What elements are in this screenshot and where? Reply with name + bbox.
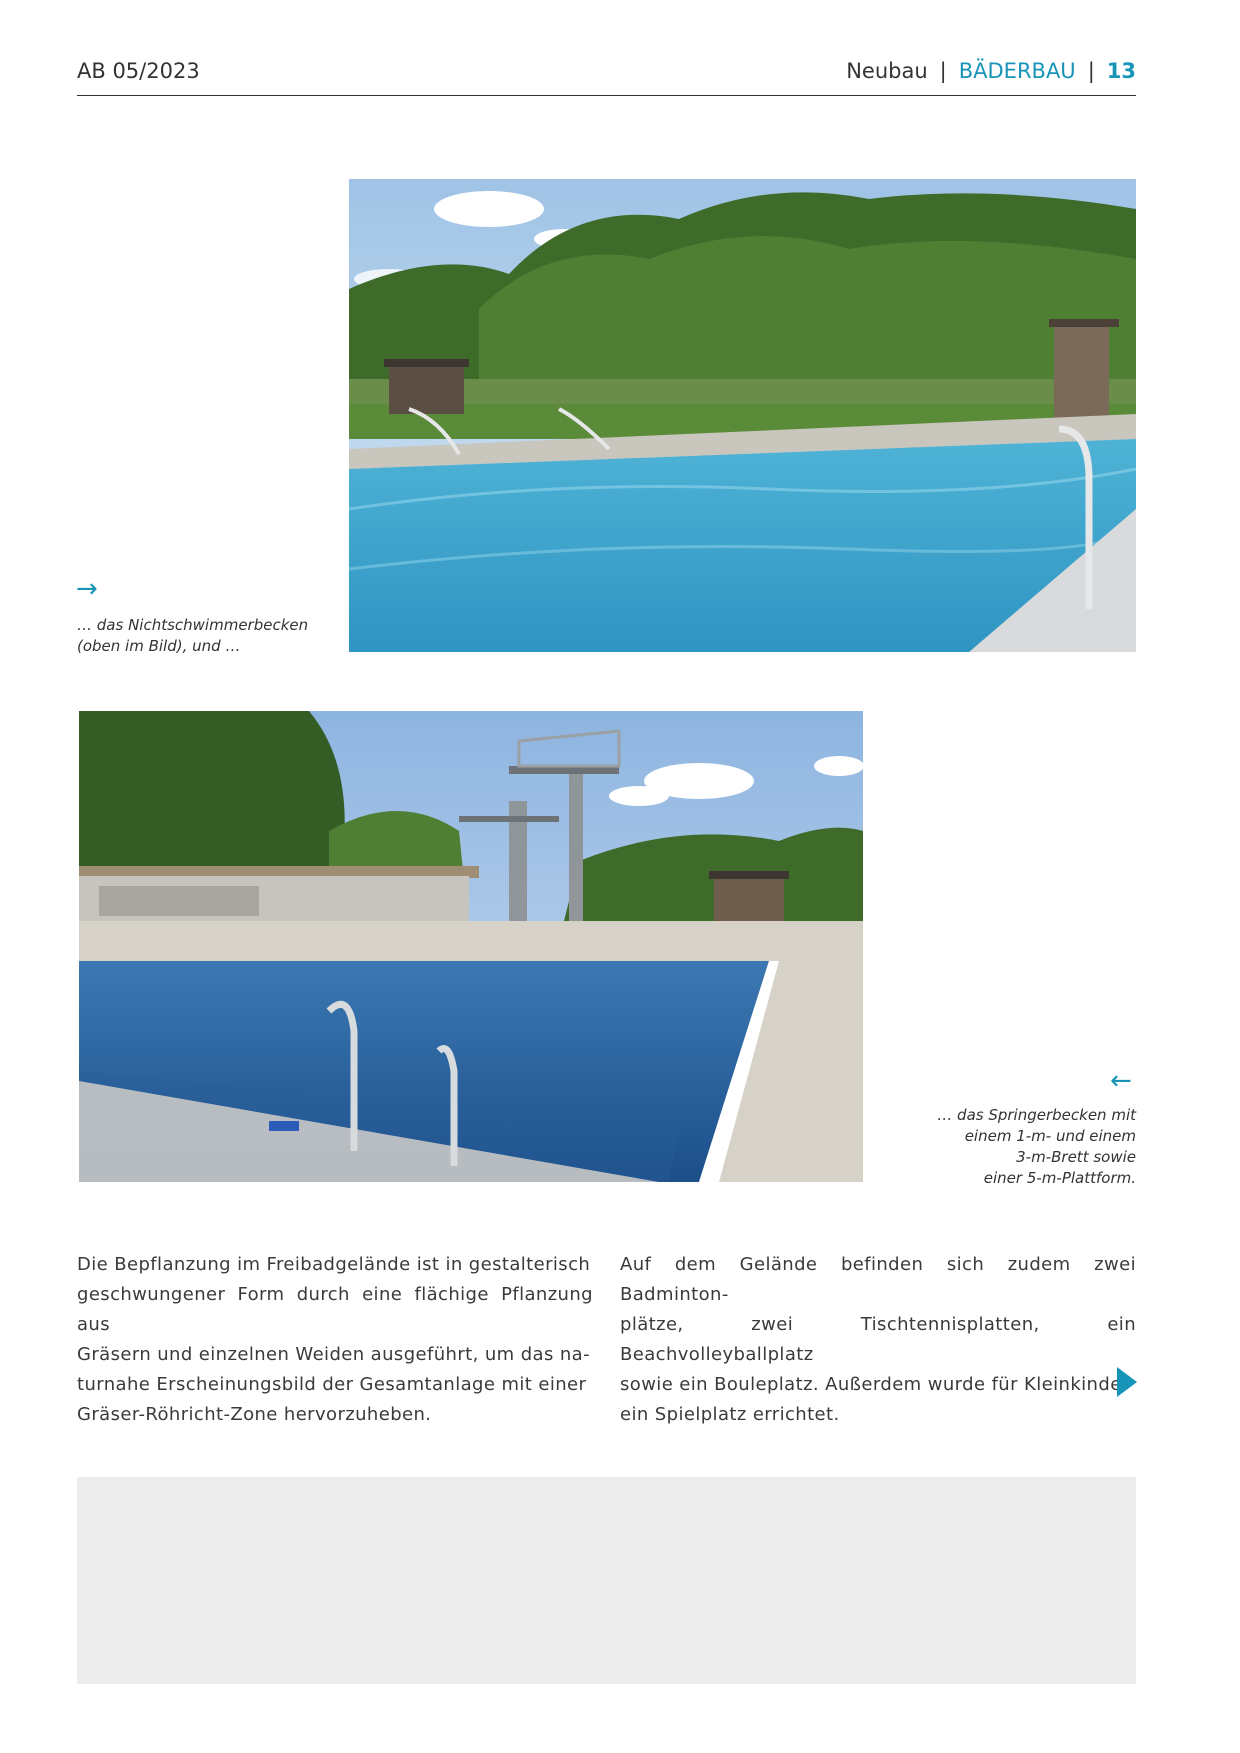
body-line: sowie ein Bouleplatz. Außerdem wurde für Kleinkinder (620, 1374, 1130, 1395)
arrow-right-icon: → (76, 574, 98, 604)
continue-arrow-icon (1117, 1367, 1137, 1397)
body-line: plätze, zwei Tischtennisplatten, ein Beachvolleyballplatz (620, 1314, 1136, 1365)
body-line: turnahe Erscheinungsbild der Gesamtanlage mit einer (77, 1374, 587, 1395)
caption-springerbecken (876, 1105, 1136, 1189)
arrow-left-icon: ← (1110, 1066, 1132, 1096)
body-line: Gräser-Röhricht-Zone hervorzuheben. (77, 1404, 432, 1425)
header-separator: | (939, 59, 947, 83)
ad-placeholder (77, 1477, 1136, 1684)
body-column-right (620, 1250, 1136, 1430)
caption-line: … das Springerbecken mit (937, 1106, 1136, 1124)
header-nav (846, 59, 1136, 83)
caption-line: … das Nichtschwimmerbecken (77, 616, 309, 634)
caption-line: einem 1-m- und einem (964, 1127, 1136, 1145)
header-separator: | (1087, 59, 1095, 83)
body-line: geschwungener Form durch eine flächige Pflanzung aus (77, 1284, 593, 1335)
photo-nichtschwimmerbecken (349, 179, 1136, 652)
body-column-left (77, 1250, 593, 1430)
body-line: Auf dem Gelände befinden sich zudem zwei Badminton- (620, 1254, 1136, 1305)
issue-label: AB 05/2023 (77, 59, 200, 83)
caption-line: (oben im Bild), und … (77, 637, 241, 655)
section-label: BÄDERBAU (958, 59, 1076, 83)
header-divider (77, 95, 1136, 96)
body-line: Die Bepflanzung im Freibadgelände ist in gestalterisch (77, 1254, 591, 1275)
caption-nichtschwimmerbecken (77, 615, 327, 657)
caption-line: einer 5-m-Plattform. (983, 1169, 1136, 1187)
photo-springerbecken (79, 711, 863, 1182)
body-line: ein Spielplatz errichtet. (620, 1404, 840, 1425)
category-label: Neubau (846, 59, 928, 83)
page-number: 13 (1106, 59, 1136, 83)
caption-line: 3-m-Brett sowie (1016, 1148, 1136, 1166)
body-line: Gräsern und einzelnen Weiden ausgeführt, um das na- (77, 1344, 591, 1365)
